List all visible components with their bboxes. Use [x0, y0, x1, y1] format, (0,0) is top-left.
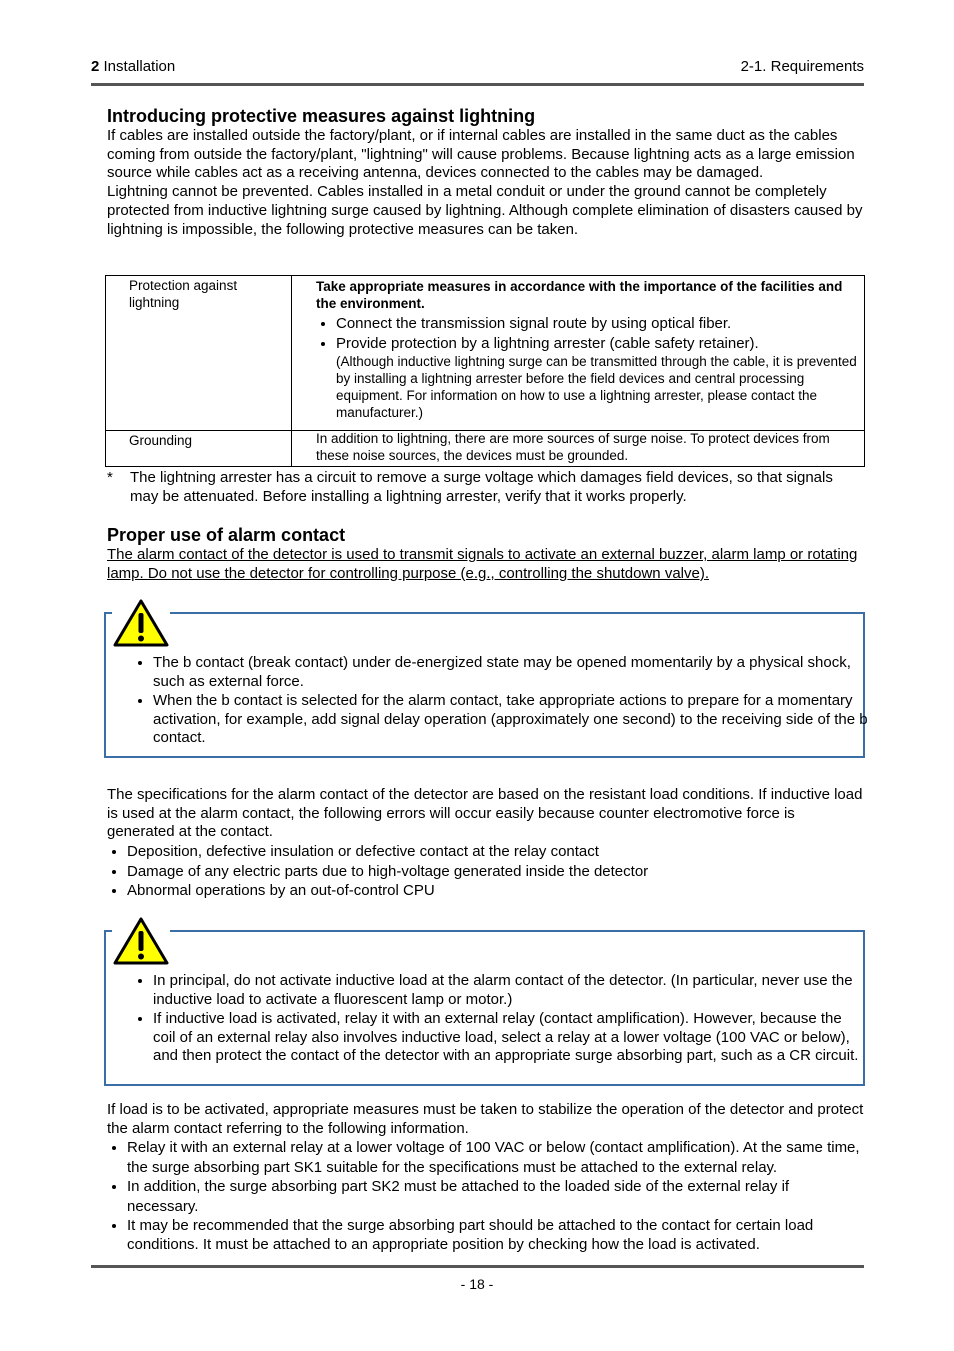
page-number: - 18 - — [460, 1276, 494, 1292]
chapter-number: 2 — [91, 58, 100, 75]
footnote-text: The lightning arrester has a circuit to remove a surge voltage which damages field devices, so that signals may be attenuated. Before installing a lightning arrester, verify that it works properly. — [130, 469, 833, 505]
warning-list — [131, 654, 868, 749]
table-cell-content — [292, 276, 865, 431]
warning-box — [104, 930, 865, 1086]
header-section: 2-1. Requirements — [740, 58, 864, 75]
lightning-heading: Introducing protective measures against lightning — [107, 106, 536, 126]
list-item: • When the b contact is selected for the alarm contact, take appropriate actions to prepare for a momentary activation, for example, add signal delay operation (approximately one second) to the receiving side of the b contact. — [153, 692, 868, 748]
list-item — [336, 334, 858, 422]
list-item-text: Provide protection by a lightning arrester (cable safety retainer). — [336, 334, 759, 352]
table-bullet-list — [316, 314, 858, 421]
list-item: • Damage of any electric parts due to high-voltage generated inside the detector — [127, 862, 864, 881]
load-para: If load is to be activated, appropriate measures must be taken to stabilize the operation of the detector and protect the alarm contact referring to the following information. — [107, 1101, 864, 1137]
list-item: • Abnormal operations by an out-of-control CPU — [127, 881, 864, 900]
specs-section — [107, 786, 864, 900]
alarm-heading: Proper use of alarm contact — [107, 525, 346, 545]
table-row — [106, 431, 865, 467]
list-item: • In addition, the surge absorbing part SK2 must be attached to the loaded side of the external relay if necessary. — [127, 1177, 864, 1216]
lightning-section — [107, 105, 864, 239]
footer-rule — [91, 1265, 864, 1268]
alarm-intro: The alarm contact of the detector is used to transmit signals to activate an external buzzer, alarm lamp or rotating lamp. Do not use the detector for controlling purpose (e.g., controlling the shutdown valve). — [107, 546, 858, 582]
warning-box — [104, 612, 868, 758]
specs-list — [107, 842, 864, 900]
specs-para: The specifications for the alarm contact of the detector are based on the resistant load conditions. If inductive load is used at the alarm contact, the following errors will occur easily because counter electromotive force is generated at the contact. — [107, 786, 863, 841]
table-cell-label: Grounding — [106, 431, 292, 467]
list-item: • In principal, do not activate inductive load at the alarm contact of the detector. (In particular, never use the inductive load to activate a fluorescent lamp or motor.) — [153, 972, 868, 1009]
footnote — [107, 468, 864, 506]
header-rule — [91, 83, 864, 86]
table-cell-content: In addition to lightning, there are more sources of surge noise. To protect devices from these noise sources, the devices must be grounded. — [292, 431, 865, 467]
lightning-para-2: Lightning cannot be prevented. Cables installed in a metal conduit or under the ground cannot be completely protected from inductive lightning surge caused by lightning. Although complete elimination of disasters caused by lightning is impossible, the following protective measures can be taken. — [107, 183, 863, 238]
list-item: • The b contact (break contact) under de-energized state may be opened momentarily by a physical shock, such as external force. — [153, 654, 868, 691]
load-section — [107, 1101, 864, 1255]
header-chapter — [91, 58, 175, 75]
protection-table — [105, 275, 865, 467]
chapter-title: Installation — [103, 58, 176, 75]
list-item: • If inductive load is activated, relay it with an external relay (contact amplification). However, because the coil of an external relay also involves inductive load, select a relay at a lower voltage (100 VAC or below), and then protect the contact of the detector with an appropriate surge absorbing part, such as a CR circuit. — [153, 1010, 868, 1066]
list-item: • It may be recommended that the surge absorbing part should be attached to the contact for certain load conditions. It must be attached to an appropriate position by checking how the load is activated. — [127, 1216, 864, 1255]
warning-list — [131, 972, 868, 1067]
table-row — [106, 276, 865, 431]
list-item: • Relay it with an external relay at a lower voltage of 100 VAC or below (contact amplification). At the same time, the surge absorbing part SK1 suitable for the specifications must be attached to the external relay. — [127, 1138, 864, 1177]
footnote-mark: * — [107, 469, 113, 486]
warning-triangle-icon — [112, 916, 170, 966]
list-item: • Connect the transmission signal route by using optical fiber. — [336, 314, 858, 334]
lightning-para-1: If cables are installed outside the factory/plant, or if internal cables are installed in the same duct as the cables coming from outside the factory/plant, "lightning" will cause problems. Because lightning acts as a large emission source while cables act as a receiving antenna, devices connected to the cables may be damaged. — [107, 127, 855, 182]
table-cell-label: Protection against lightning — [106, 276, 292, 431]
warning-triangle-icon — [112, 598, 170, 648]
alarm-section — [107, 524, 864, 583]
table-note-text: (Although inductive lightning surge can be transmitted through the cable, it is prevented by installing a lightning arrester before the field devices and central processing equipment. For information on how to use a lightning arrester, please contact the manufacturer.) — [336, 354, 857, 420]
table-lead-text: Take appropriate measures in accordance with the importance of the facilities and the environment. — [316, 279, 843, 311]
list-item: • Deposition, defective insulation or defective contact at the relay contact — [127, 842, 864, 861]
load-list — [107, 1138, 864, 1254]
